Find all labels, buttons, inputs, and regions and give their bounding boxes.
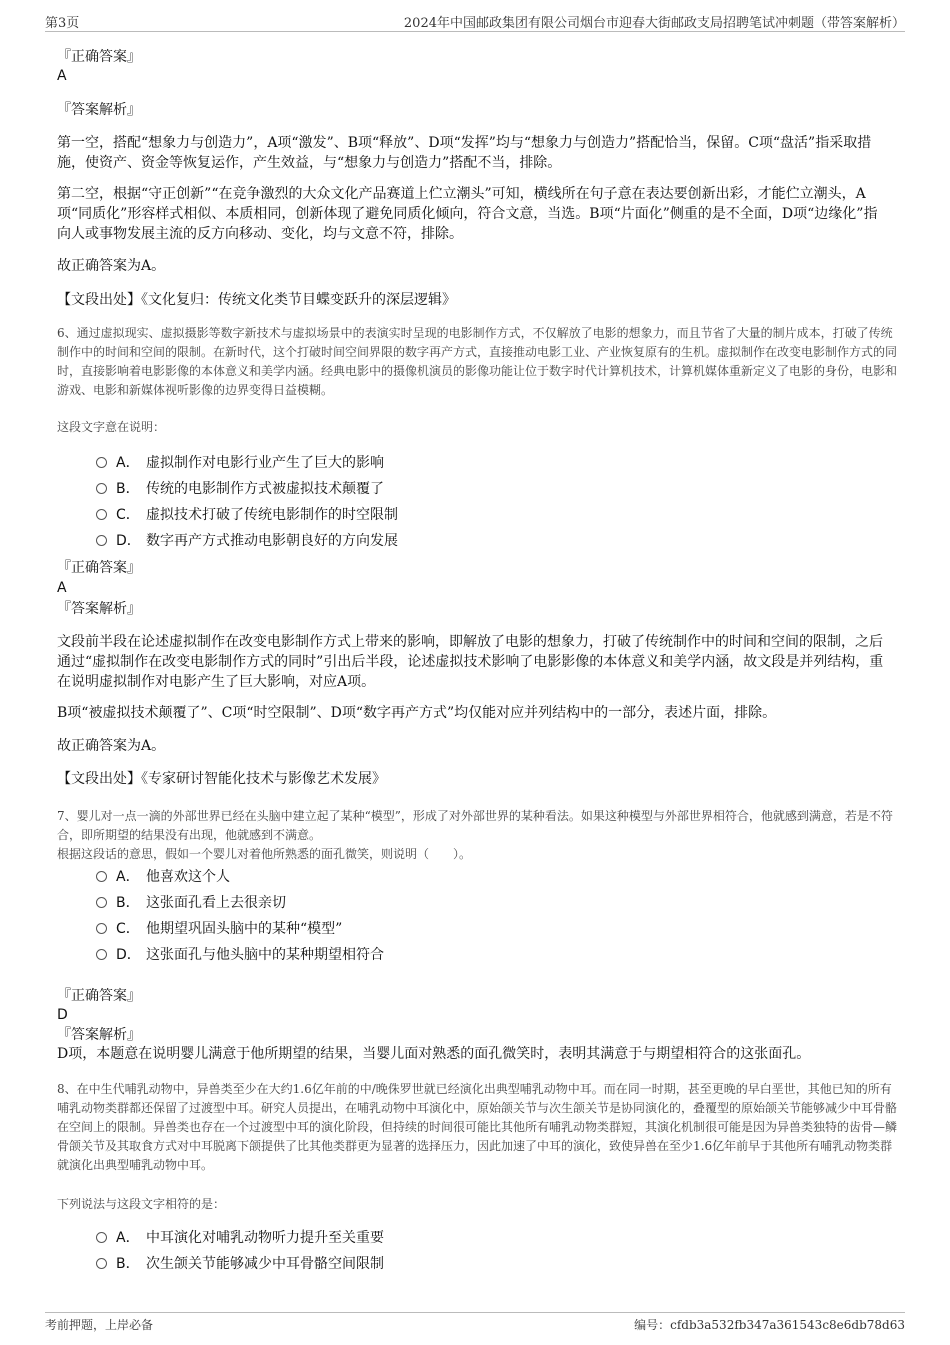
radio-icon[interactable] (96, 949, 107, 960)
source-citation: 【文段出处】《专家研讨智能化技术与影像艺术发展》 (57, 771, 386, 787)
analysis-paragraph: B项“被虚拟技术颠覆了”、C项“时空限制”、D项“数字再产方式”均仅能对应并列结构中的一部分，表述片面，排除。 (57, 705, 777, 721)
question-prompt: 这段文字意在说明： (57, 420, 166, 434)
correct-answer-value: A (57, 68, 67, 84)
conclusion: 故正确答案为A。 (57, 738, 166, 754)
question-stem: 6、通过虚拟现实、虚拟摄影等数字新技术与虚拟场景中的表演实时呈现的电影制作方式，不仅解放了电影的想象力，而且节省了大量的制片成本，打破了传统制作中的时间和空间的限制。在新时代，这个打破时间空间界限的数字再产方式，直接推动电影工业、产业恢复原有的生机。虚拟制作在改变电影制作方式的同时，直接影响着电影影像的本体意义和美学内涵。经典电影中的摄像机演员的影像功能让位于数字时代计算机技术，计算机媒体重新定义了电影的身份，电影和游戏、电影和新媒体视听影像的边界变得日益模糊。 (57, 326, 898, 397)
question-prompt: 根据这段话的意思，假如一个婴儿对着他所熟悉的面孔微笑，则说明（ ）。 (57, 847, 472, 861)
analysis-label: 『答案解析』 (57, 102, 141, 118)
option-c[interactable]: C． 虚拟技术打破了传统电影制作的时空限制 (96, 504, 398, 526)
conclusion: 故正确答案为A。 (57, 258, 166, 274)
radio-icon[interactable] (96, 535, 107, 546)
radio-icon[interactable] (96, 1258, 107, 1269)
footer-divider (45, 1312, 905, 1313)
option-d[interactable]: D． 数字再产方式推动电影朝良好的方向发展 (96, 530, 398, 552)
question-stem: 8、在中生代哺乳动物中，异兽类至少在大约1.6亿年前的中/晚侏罗世就已经演化出典型哺乳动物中耳。而在同一时期，甚至更晚的早白垩世，其他已知的所有哺乳动物类群都还保留了过渡型中耳。研究人员提出，在哺乳动物中耳演化中，原始颌关节与次生颌关节是协同演化的，叠覆型的原始颌关节能够减少中耳骨骼在空间上的限制。异兽类也存在一个过渡型中耳的演化阶段，但持续的时间很可能比其他所有哺乳动物类群短，其演化机制很可能是因为异兽类独特的齿骨—鳞骨颌关节及其取食方式对中耳脱离下颌提供了比其他类群更为显著的选择压力，因此加速了中耳的演化，致使异兽在至少1.6亿年前早于其他所有哺乳动物类群就演化出典型哺乳动物中耳。 (57, 1082, 898, 1172)
radio-icon[interactable] (96, 483, 107, 494)
radio-icon[interactable] (96, 509, 107, 520)
radio-icon[interactable] (96, 897, 107, 908)
analysis-paragraph: 文段前半段在论述虚拟制作在改变电影制作方式上带来的影响，即解放了电影的想象力，打破了传统制作中的时间和空间的限制，之后通过“虚拟制作在改变电影制作方式的同时”引出后半段，论述虚拟技术影响了电影影像的本体意义和美学内涵，故文段是并列结构，重在说明虚拟制作对电影产生了巨大影响，对应A项。 (57, 634, 884, 690)
analysis-paragraph: D项，本题意在说明婴儿满意于他所期望的结果，当婴儿面对熟悉的面孔微笑时，表明其满意于与期望相符合的这张面孔。 (57, 1046, 811, 1062)
question-stem: 7、婴儿对一点一滴的外部世界已经在头脑中建立起了某种“模型”，形成了对外部世界的某种看法。如果这种模型与外部世界相符合，他就感到满意，若是不符合，即所期望的结果没有出现，他就感到不满意。 (57, 809, 893, 842)
analysis-paragraph: 第一空，搭配“想象力与创造力”，A项“激发”、B项“释放”、D项“发挥”均与“想象力与创造力”搭配恰当，保留。C项“盘活”指采取措施，使资产、资金等恢复运作，产生效益，与“想象力与创造力”搭配不当，排除。 (57, 135, 872, 171)
option-b[interactable]: B． 次生颌关节能够减少中耳骨骼空间限制 (96, 1253, 384, 1275)
radio-icon[interactable] (96, 1232, 107, 1243)
option-c[interactable]: C． 他期望巩固头脑中的某种“模型” (96, 918, 342, 940)
header-divider (45, 31, 905, 32)
analysis-paragraph: 第二空，根据“守正创新”“在竞争激烈的大众文化产品赛道上伫立潮头”可知，横线所在句子意在表达要创新出彩，才能伫立潮头，A项“同质化”形容样式相似、本质相同，创新体现了避免同质化倾向，符合文意，当选。B项“片面化”侧重的是不全面，D项“边缘化”指向人或事物发展主流的反方向移动、变化，均与文意不符，排除。 (57, 186, 878, 242)
option-a[interactable]: A． 虚拟制作对电影行业产生了巨大的影响 (96, 452, 384, 474)
correct-answer-value: A (57, 580, 67, 596)
question-prompt: 下列说法与这段文字相符的是： (57, 1197, 226, 1211)
correct-answer-label: 『正确答案』 (57, 560, 141, 576)
option-d[interactable]: D． 这张面孔与他头脑中的某种期望相符合 (96, 944, 384, 966)
radio-icon[interactable] (96, 871, 107, 882)
footer-slogan: 考前押题，上岸必备 (45, 1318, 154, 1332)
radio-icon[interactable] (96, 457, 107, 468)
correct-answer-value: D (57, 1007, 68, 1023)
correct-answer-label: 『正确答案』 (57, 988, 141, 1004)
analysis-label: 『答案解析』 (57, 601, 141, 617)
option-a[interactable]: A． 他喜欢这个人 (96, 866, 230, 888)
page-number: 第3页 (45, 16, 80, 31)
document-id: 编号：cfdb3a532fb347a361543c8e6db78d63 (634, 1318, 905, 1332)
radio-icon[interactable] (96, 923, 107, 934)
document-title: 2024年中国邮政集团有限公司烟台市迎春大街邮政支局招聘笔试冲刺题（带答案解析） (403, 16, 905, 31)
option-b[interactable]: B． 这张面孔看上去很亲切 (96, 892, 286, 914)
source-citation: 【文段出处】《文化复归：传统文化类节目蝶变跃升的深层逻辑》 (57, 292, 456, 308)
correct-answer-label: 『正确答案』 (57, 49, 141, 65)
analysis-label: 『答案解析』 (57, 1027, 141, 1043)
option-a[interactable]: A． 中耳演化对哺乳动物听力提升至关重要 (96, 1227, 384, 1249)
option-b[interactable]: B． 传统的电影制作方式被虚拟技术颠覆了 (96, 478, 384, 500)
